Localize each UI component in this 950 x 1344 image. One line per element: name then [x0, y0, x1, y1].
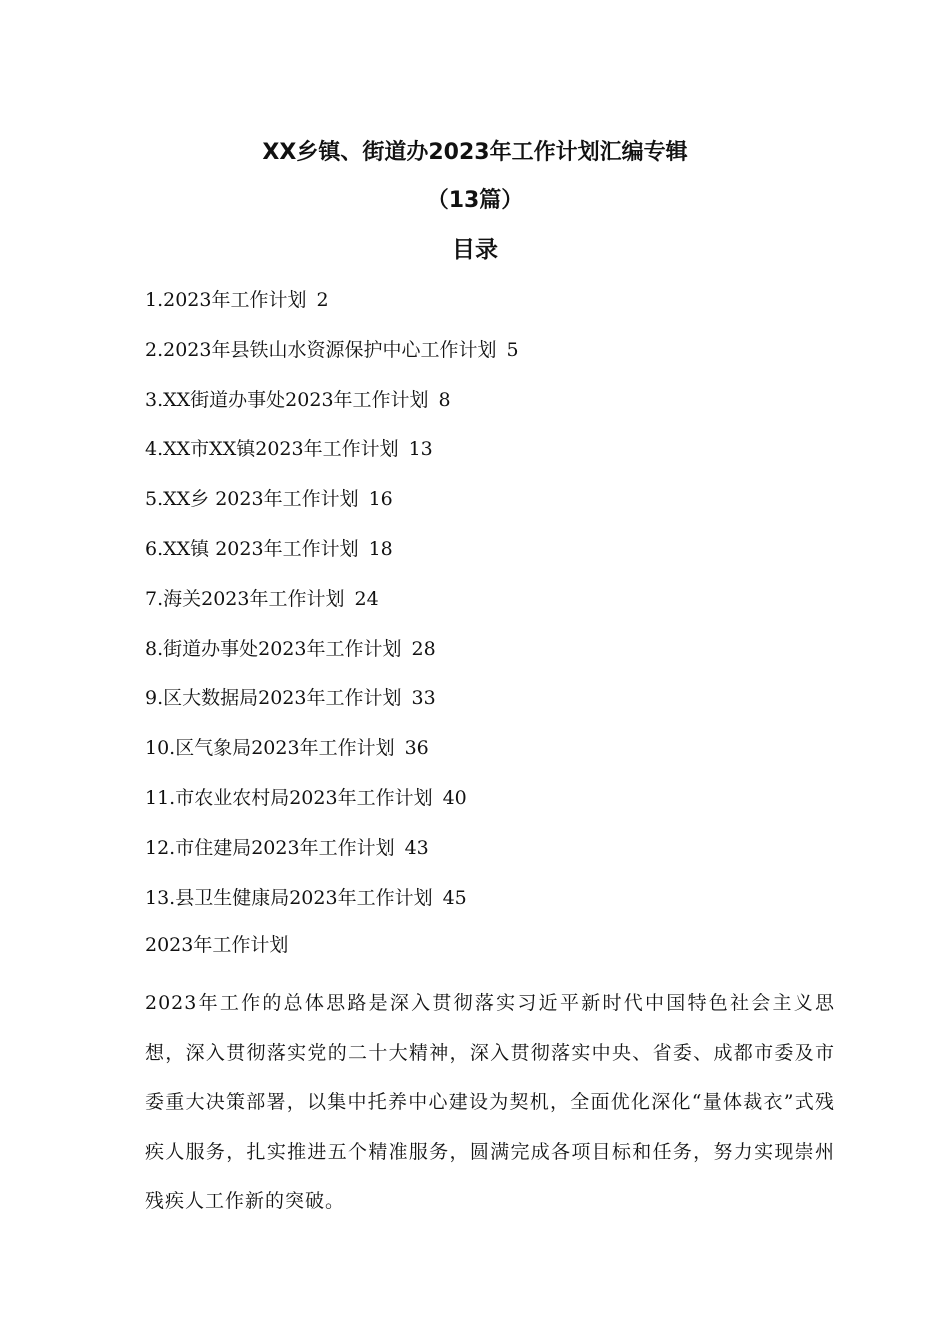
toc-item-page: 2 [316, 289, 329, 311]
toc-item-page: 5 [506, 338, 519, 361]
toc-item-label: 10.区气象局2023年工作计划 [145, 737, 395, 760]
toc-item-label: 11.市农业农村局2023年工作计划 [145, 786, 433, 809]
toc-item-page: 28 [411, 637, 436, 660]
toc-item-label: 12.市住建局2023年工作计划 [145, 836, 395, 859]
toc-item-label: 3.XX街道办事处2023年工作计划 [145, 388, 429, 411]
toc-heading: 目录 [452, 237, 498, 263]
toc-item[interactable] [145, 883, 519, 933]
toc-item[interactable] [145, 335, 519, 385]
toc-item-page: 43 [404, 836, 429, 859]
toc-item-page: 13 [408, 438, 433, 461]
toc-item-label: 2.2023年县铁山水资源保护中心工作计划 [145, 338, 497, 361]
toc-item[interactable] [145, 534, 519, 584]
toc-item-page: 36 [404, 737, 429, 760]
section-paragraph: 2023年工作的总体思路是深入贯彻落实习近平新时代中国特色社会主义思想，深入贯彻落实党的二十大精神，深入贯彻落实中央、省委、成都市委及市委重大决策部署，以集中托养中心建设为契机，全面优化深化“量体裁衣”式残疾人服务，扎实推进五个精准服务，圆满完成各项目标和任务，努力实现崇州残疾人工作新的突破。 [145, 992, 835, 1213]
toc-item-page: 45 [442, 886, 467, 909]
document-subtitle: （13篇） [426, 188, 524, 213]
toc-item[interactable] [145, 285, 519, 335]
toc-item[interactable] [145, 783, 519, 833]
toc-item[interactable] [145, 584, 519, 634]
toc-item[interactable] [145, 733, 519, 783]
toc-item[interactable] [145, 484, 519, 534]
toc-item-page: 24 [354, 587, 379, 610]
toc-item[interactable] [145, 385, 519, 435]
toc-item-page: 18 [368, 537, 393, 560]
toc-item-label: 5.XX乡 2023年工作计划 [145, 488, 359, 511]
section-heading: 2023年工作计划 [145, 934, 289, 956]
toc-item-label: 13.县卫生健康局2023年工作计划 [145, 886, 433, 909]
toc-item[interactable] [145, 833, 519, 883]
toc-item-page: 16 [368, 488, 393, 511]
toc-item-label: 6.XX镇 2023年工作计划 [145, 537, 359, 560]
toc-item-label: 4.XX市XX镇2023年工作计划 [145, 438, 399, 461]
toc-item-page: 33 [411, 687, 436, 710]
toc-item-label: 9.区大数据局2023年工作计划 [145, 687, 402, 710]
toc-item-label: 8.街道办事处2023年工作计划 [145, 637, 402, 660]
toc-item-page: 40 [442, 786, 467, 809]
toc-item[interactable] [145, 683, 519, 733]
toc-item[interactable] [145, 434, 519, 484]
toc-item-label: 1.2023年工作计划 [145, 289, 307, 311]
toc-item-page: 8 [438, 388, 451, 411]
table-of-contents [145, 285, 519, 932]
document-title: XX乡镇、街道办2023年工作计划汇编专辑 [262, 140, 688, 165]
toc-item[interactable] [145, 634, 519, 684]
toc-item-label: 7.海关2023年工作计划 [145, 587, 345, 610]
